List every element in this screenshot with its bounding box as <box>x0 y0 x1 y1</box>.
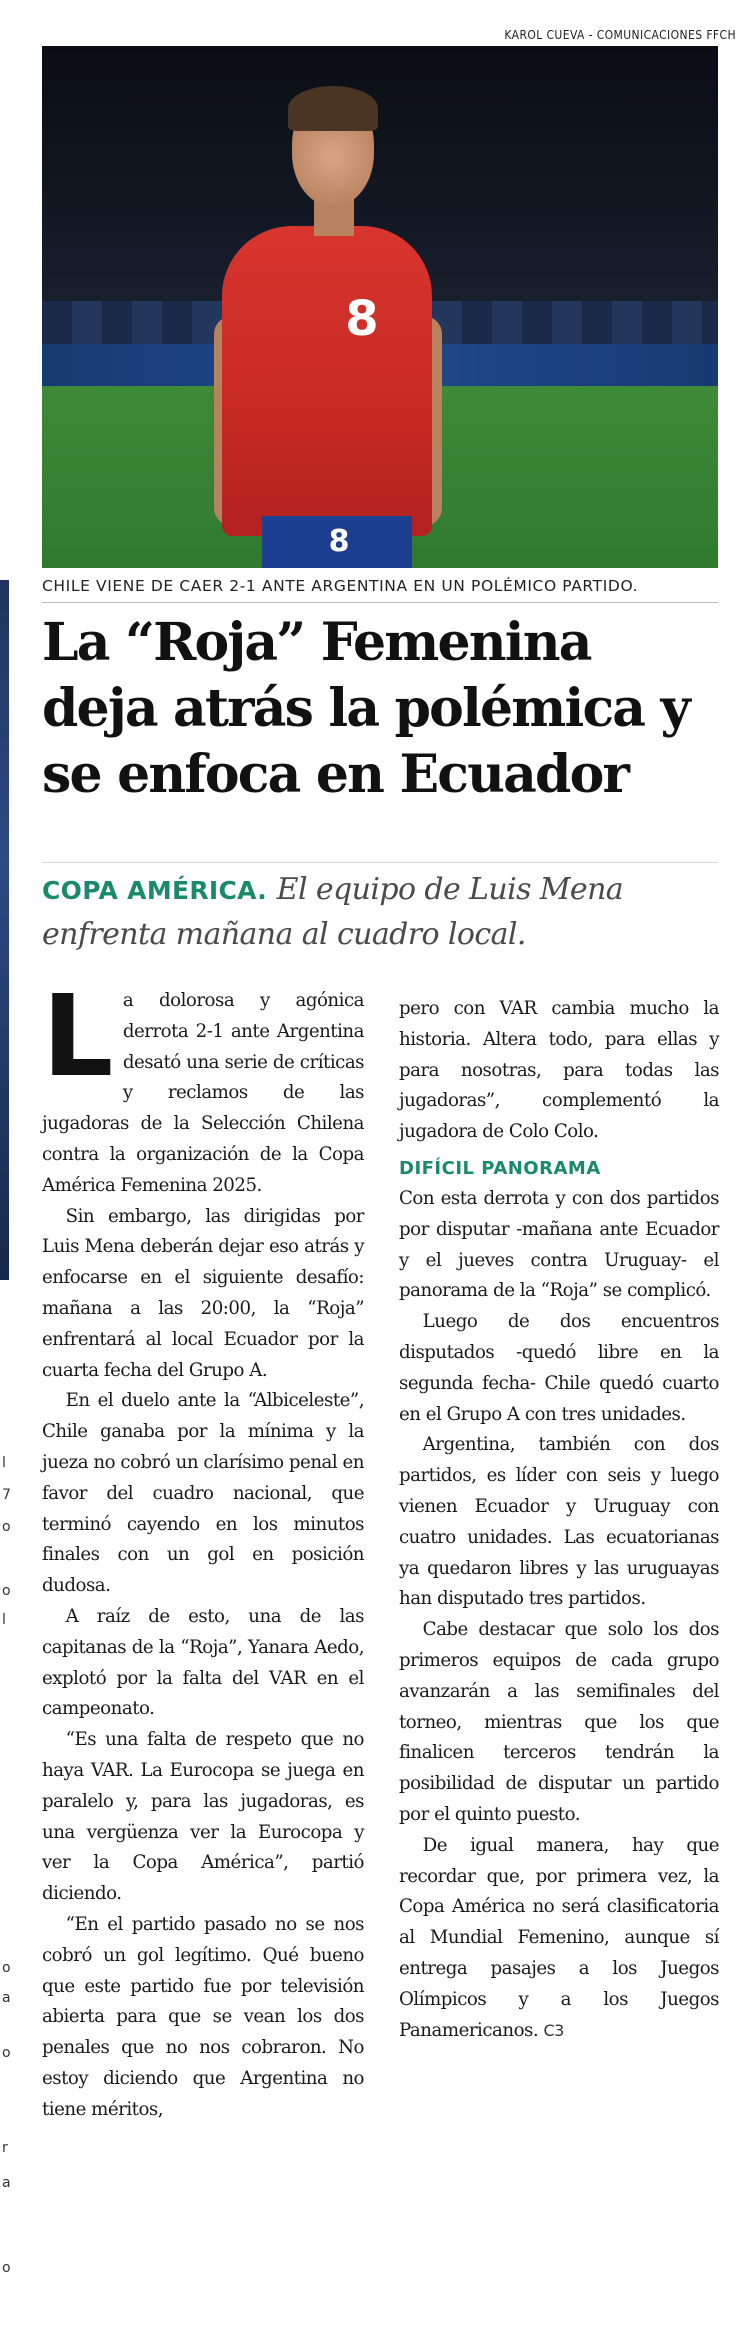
headline <box>42 610 732 808</box>
body-paragraph: Luego de dos encuentros disputados -quedó libre en la segunda fecha- Chile quedó cuarto en el Grupo A con tres unidades. <box>399 1311 719 1425</box>
section-heading: DIFÍCIL PANORAMA <box>399 1157 601 1179</box>
deck-text: El equipo de Luis Mena enfrenta mañana al cuadro local. <box>42 872 624 952</box>
adjacent-page-edge <box>0 0 18 2336</box>
body-paragraph: A raíz de esto, una de las capitanas de la “Roja”, Yanara Aedo, explotó por la falta del VAR en el campeonato. <box>42 1605 364 1720</box>
lead-paragraph <box>42 972 364 1202</box>
body-paragraph: “En el partido pasado no se nos cobró un gol legítimo. Qué bueno que este partido fue por televisión abierta para que se vean los dos penales que no nos cobraron. No estoy diciendo que Argentina no tiene méritos, <box>42 1913 364 2120</box>
edge-fragment: o <box>2 2260 11 2276</box>
edge-fragment: o <box>2 1519 11 1535</box>
section-kicker: COPA AMÉRICA. <box>42 876 268 905</box>
end-mark: C3 <box>543 2020 564 2040</box>
body-paragraph: “Es una falta de respeto que no haya VAR. La Eurocopa se juega en paralelo y, para las jugadoras, es una vergüenza ver la Eurocopa y ver la Copa América”, partió diciendo. <box>42 1729 364 1905</box>
body-paragraph: Con esta derrota y con dos partidos por disputar -mañana ante Ecuador y el jueves contra Uruguay- el panorama de la “Roja” se complicó. <box>399 1187 719 1302</box>
player-jersey <box>222 226 432 536</box>
edge-fragment: a <box>2 2175 11 2191</box>
edge-fragment: o <box>2 1960 11 1976</box>
edge-fragment: a <box>2 1990 11 2006</box>
drop-cap: L <box>42 972 113 1102</box>
body-paragraph: Cabe destacar que solo los dos primeros equipos de cada grupo avanzarán a las semifinales del torneo, mientras que los que finalicen terceros tendrán la posibilidad de disputar un partido por el quinto puesto. <box>399 1619 719 1825</box>
final-paragraph <box>399 1831 719 2047</box>
edge-fragment: r <box>2 2140 8 2156</box>
body-paragraph: Sin embargo, las dirigidas por Luis Mena deberán dejar eso atrás y enfocarse en el siguiente desafío: mañana a las 20:00, la “Roja” enfrentará al local Ecuador por la cuarta fecha del Grupo A. <box>42 1205 364 1381</box>
photo-caption: CHILE VIENE DE CAER 2-1 ANTE ARGENTINA EN UN POLÉMICO PARTIDO. <box>42 577 639 595</box>
body-paragraph: pero con VAR cambia mucho la historia. Altera todo, para ellas y para nosotras, para todas las jugadoras”, complementó la jugadora de Colo Colo. <box>399 998 719 1143</box>
headline-line: se enfoca en Ecuador <box>42 744 629 805</box>
body-paragraph: En el duelo ante la “Albiceleste”, Chile ganaba por la mínima y la jueza no cobró un clarísimo penal en favor del cuadro nacional, que terminó cayendo en los minutos finales con un gol en posición dudosa. <box>42 1390 364 1597</box>
subheadline <box>42 868 732 957</box>
adjacent-photo-fragment <box>0 580 9 1280</box>
photo-credit: KAROL CUEVA - COMUNICACIONES FFCH <box>504 28 736 42</box>
headline-line: La “Roja” Femenina <box>42 612 591 673</box>
edge-fragment: l <box>2 1612 6 1628</box>
article-photo <box>42 46 718 568</box>
edge-fragment: o <box>2 1583 11 1599</box>
subhead-divider <box>42 862 718 863</box>
final-text: De igual manera, hay que recordar que, por primera vez, la Copa América no será clasificatoria al Mundial Femenino, aunque sí entrega pasajes a los Juegos Olímpicos y a los Juegos Panamericanos. <box>399 1834 719 2041</box>
edge-fragment: 7 <box>2 1487 11 1503</box>
edge-fragment: o <box>2 2045 11 2061</box>
caption-divider <box>42 602 718 603</box>
jersey-number: 8 <box>345 291 379 347</box>
shorts-number: 8 <box>328 524 350 559</box>
player-hair <box>288 86 378 131</box>
article-column-right <box>399 994 719 2046</box>
headline-line: deja atrás la polémica y <box>42 678 689 739</box>
edge-fragment: l <box>2 1455 6 1471</box>
lead-text: a dolorosa y agónica derrota 2-1 ante Argentina desató una serie de críticas y reclamos de las jugadoras de la Selección Chilena contra la organización de la Copa América Femenina 2025. <box>42 990 364 1196</box>
body-paragraph: Argentina, también con dos partidos, es líder con seis y luego vienen Ecuador y Uruguay con cuatro unidades. Las ecuatorianas ya quedaron libres y las uruguayas han disputado tres partidos. <box>399 1434 719 1610</box>
article-column-left <box>42 972 364 2125</box>
